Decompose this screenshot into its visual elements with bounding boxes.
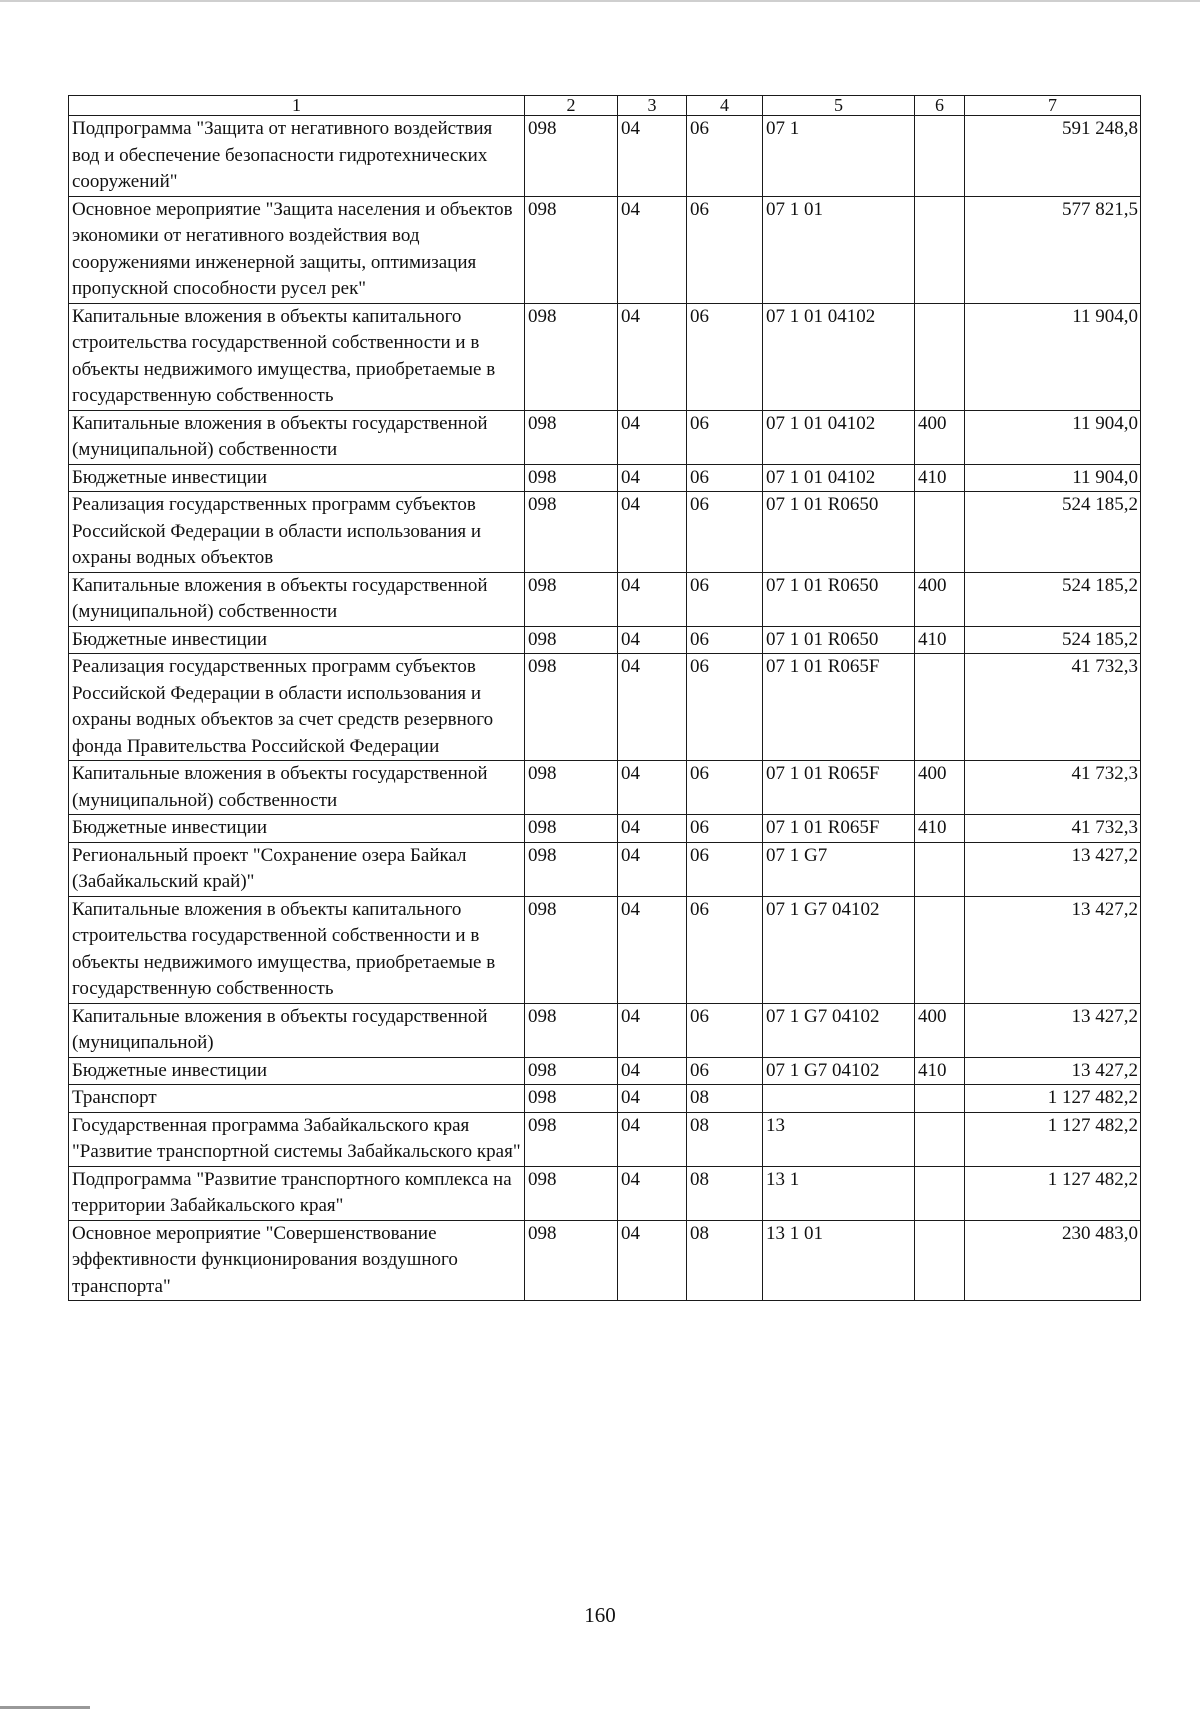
- ministry-code-cell: 098: [525, 1057, 618, 1085]
- ministry-code-cell: 098: [525, 1003, 618, 1057]
- amount-cell: 13 427,2: [965, 842, 1141, 896]
- ministry-code-cell: 098: [525, 1166, 618, 1220]
- target-article-cell: 07 1 01 04102: [763, 303, 915, 410]
- target-article-cell: 07 1 G7 04102: [763, 1003, 915, 1057]
- section-code-cell: 04: [618, 572, 687, 626]
- expense-type-cell: [915, 1166, 965, 1220]
- ministry-code-cell: 098: [525, 464, 618, 492]
- row-name-cell: Подпрограмма "Защита от негативного воздействия вод и обеспечение безопасности гидротехнических сооружений": [69, 116, 525, 197]
- table-row: [69, 815, 1141, 843]
- amount-cell: 524 185,2: [965, 572, 1141, 626]
- subsection-code-cell: 06: [687, 492, 763, 573]
- row-name-cell: Капитальные вложения в объекты государственной (муниципальной) собственности: [69, 572, 525, 626]
- target-article-cell: [763, 1085, 915, 1113]
- section-code-cell: 04: [618, 410, 687, 464]
- expense-type-cell: [915, 842, 965, 896]
- row-name-cell: Основное мероприятие "Совершенствование эффективности функционирования воздушного транспорта": [69, 1220, 525, 1301]
- ministry-code-cell: 098: [525, 654, 618, 761]
- expense-type-cell: [915, 116, 965, 197]
- expense-type-cell: 400: [915, 1003, 965, 1057]
- row-name-cell: Бюджетные инвестиции: [69, 815, 525, 843]
- expense-type-cell: [915, 1112, 965, 1166]
- amount-cell: 1 127 482,2: [965, 1112, 1141, 1166]
- ministry-code-cell: 098: [525, 572, 618, 626]
- target-article-cell: 07 1 01 R0650: [763, 572, 915, 626]
- table-row: [69, 464, 1141, 492]
- section-code-cell: 04: [618, 1085, 687, 1113]
- row-name-cell: Капитальные вложения в объекты государственной (муниципальной) собственности: [69, 410, 525, 464]
- table-row: [69, 896, 1141, 1003]
- row-name-cell: Подпрограмма "Развитие транспортного комплекса на территории Забайкальского края": [69, 1166, 525, 1220]
- amount-cell: 524 185,2: [965, 626, 1141, 654]
- table-row: [69, 196, 1141, 303]
- target-article-cell: 07 1 01: [763, 196, 915, 303]
- table-row: [69, 1166, 1141, 1220]
- row-name-cell: Капитальные вложения в объекты государственной (муниципальной) собственности: [69, 761, 525, 815]
- row-name-cell: Капитальные вложения в объекты государственной (муниципальной): [69, 1003, 525, 1057]
- section-code-cell: 04: [618, 896, 687, 1003]
- expense-type-cell: [915, 654, 965, 761]
- table-row: [69, 654, 1141, 761]
- expense-type-cell: 400: [915, 410, 965, 464]
- expense-type-cell: 400: [915, 572, 965, 626]
- amount-cell: 1 127 482,2: [965, 1085, 1141, 1113]
- ministry-code-cell: 098: [525, 116, 618, 197]
- row-name-cell: Региональный проект "Сохранение озера Байкал (Забайкальский край)": [69, 842, 525, 896]
- target-article-cell: 13: [763, 1112, 915, 1166]
- subsection-code-cell: 06: [687, 815, 763, 843]
- row-name-cell: Бюджетные инвестиции: [69, 1057, 525, 1085]
- target-article-cell: 07 1: [763, 116, 915, 197]
- section-code-cell: 04: [618, 1112, 687, 1166]
- target-article-cell: 07 1 01 04102: [763, 410, 915, 464]
- amount-cell: 13 427,2: [965, 896, 1141, 1003]
- amount-cell: 577 821,5: [965, 196, 1141, 303]
- ministry-code-cell: 098: [525, 896, 618, 1003]
- expense-type-cell: [915, 196, 965, 303]
- target-article-cell: 07 1 01 R065F: [763, 654, 915, 761]
- column-number: 5: [763, 96, 915, 116]
- column-number: 2: [525, 96, 618, 116]
- target-article-cell: 13 1 01: [763, 1220, 915, 1301]
- subsection-code-cell: 08: [687, 1085, 763, 1113]
- expense-type-cell: [915, 1085, 965, 1113]
- expense-type-cell: [915, 896, 965, 1003]
- amount-cell: 41 732,3: [965, 761, 1141, 815]
- column-number: 1: [69, 96, 525, 116]
- expense-type-cell: [915, 492, 965, 573]
- column-number: 7: [965, 96, 1141, 116]
- row-name-cell: Капитальные вложения в объекты капитального строительства государственной собственности и в объекты недвижимого имущества, приобретаемые в государственную собственность: [69, 303, 525, 410]
- target-article-cell: 07 1 01 R0650: [763, 626, 915, 654]
- subsection-code-cell: 06: [687, 654, 763, 761]
- ministry-code-cell: 098: [525, 815, 618, 843]
- section-code-cell: 04: [618, 761, 687, 815]
- row-name-cell: Транспорт: [69, 1085, 525, 1113]
- target-article-cell: 07 1 01 R065F: [763, 815, 915, 843]
- section-code-cell: 04: [618, 116, 687, 197]
- table-row: [69, 1220, 1141, 1301]
- table-row: [69, 303, 1141, 410]
- section-code-cell: 04: [618, 626, 687, 654]
- row-name-cell: Капитальные вложения в объекты капитального строительства государственной собственности и в объекты недвижимого имущества, приобретаемые в государственную собственность: [69, 896, 525, 1003]
- column-number: 3: [618, 96, 687, 116]
- ministry-code-cell: 098: [525, 1112, 618, 1166]
- expense-type-cell: [915, 1220, 965, 1301]
- ministry-code-cell: 098: [525, 303, 618, 410]
- target-article-cell: 07 1 G7 04102: [763, 896, 915, 1003]
- amount-cell: 11 904,0: [965, 464, 1141, 492]
- table-row: [69, 492, 1141, 573]
- section-code-cell: 04: [618, 1166, 687, 1220]
- expense-type-cell: 410: [915, 626, 965, 654]
- ministry-code-cell: 098: [525, 1085, 618, 1113]
- section-code-cell: 04: [618, 1003, 687, 1057]
- section-code-cell: 04: [618, 303, 687, 410]
- section-code-cell: 04: [618, 654, 687, 761]
- row-name-cell: Реализация государственных программ субъектов Российской Федерации в области использования и охраны водных объектов: [69, 492, 525, 573]
- row-name-cell: Реализация государственных программ субъектов Российской Федерации в области использования и охраны водных объектов за счет средств резервного фонда Правительства Российской Федерации: [69, 654, 525, 761]
- subsection-code-cell: 06: [687, 761, 763, 815]
- amount-cell: 41 732,3: [965, 815, 1141, 843]
- expense-type-cell: 410: [915, 464, 965, 492]
- row-name-cell: Бюджетные инвестиции: [69, 626, 525, 654]
- subsection-code-cell: 06: [687, 410, 763, 464]
- subsection-code-cell: 06: [687, 1003, 763, 1057]
- amount-cell: 11 904,0: [965, 303, 1141, 410]
- target-article-cell: 07 1 01 R0650: [763, 492, 915, 573]
- expense-type-cell: [915, 303, 965, 410]
- section-code-cell: 04: [618, 842, 687, 896]
- table-row: [69, 761, 1141, 815]
- table-row: [69, 842, 1141, 896]
- target-article-cell: 07 1 01 R065F: [763, 761, 915, 815]
- subsection-code-cell: 06: [687, 196, 763, 303]
- ministry-code-cell: 098: [525, 196, 618, 303]
- table-row: [69, 1003, 1141, 1057]
- subsection-code-cell: 06: [687, 626, 763, 654]
- table-row: [69, 1057, 1141, 1085]
- subsection-code-cell: 06: [687, 303, 763, 410]
- amount-cell: 13 427,2: [965, 1003, 1141, 1057]
- target-article-cell: 07 1 G7: [763, 842, 915, 896]
- amount-cell: 1 127 482,2: [965, 1166, 1141, 1220]
- amount-cell: 591 248,8: [965, 116, 1141, 197]
- amount-cell: 230 483,0: [965, 1220, 1141, 1301]
- column-number-row: [69, 96, 1141, 116]
- section-code-cell: 04: [618, 464, 687, 492]
- subsection-code-cell: 06: [687, 896, 763, 1003]
- column-number: 4: [687, 96, 763, 116]
- subsection-code-cell: 06: [687, 1057, 763, 1085]
- section-code-cell: 04: [618, 1057, 687, 1085]
- subsection-code-cell: 06: [687, 116, 763, 197]
- scan-edge-top: [0, 0, 1200, 2]
- ministry-code-cell: 098: [525, 1220, 618, 1301]
- subsection-code-cell: 06: [687, 572, 763, 626]
- ministry-code-cell: 098: [525, 492, 618, 573]
- expense-type-cell: 410: [915, 815, 965, 843]
- table-body: [69, 96, 1141, 1301]
- amount-cell: 11 904,0: [965, 410, 1141, 464]
- table-row: [69, 626, 1141, 654]
- subsection-code-cell: 06: [687, 464, 763, 492]
- section-code-cell: 04: [618, 492, 687, 573]
- subsection-code-cell: 06: [687, 842, 763, 896]
- column-number: 6: [915, 96, 965, 116]
- table-row: [69, 1085, 1141, 1113]
- row-name-cell: Основное мероприятие "Защита населения и объектов экономики от негативного воздействия вод сооружениями инженерной защиты, оптимизация пропускной способности русел рек": [69, 196, 525, 303]
- section-code-cell: 04: [618, 196, 687, 303]
- row-name-cell: Бюджетные инвестиции: [69, 464, 525, 492]
- amount-cell: 41 732,3: [965, 654, 1141, 761]
- budget-table: [68, 95, 1141, 1301]
- table-row: [69, 410, 1141, 464]
- amount-cell: 13 427,2: [965, 1057, 1141, 1085]
- expense-type-cell: 410: [915, 1057, 965, 1085]
- row-name-cell: Государственная программа Забайкальского края "Развитие транспортной системы Забайкальского края": [69, 1112, 525, 1166]
- ministry-code-cell: 098: [525, 410, 618, 464]
- ministry-code-cell: 098: [525, 842, 618, 896]
- subsection-code-cell: 08: [687, 1112, 763, 1166]
- table-row: [69, 572, 1141, 626]
- ministry-code-cell: 098: [525, 761, 618, 815]
- section-code-cell: 04: [618, 1220, 687, 1301]
- section-code-cell: 04: [618, 815, 687, 843]
- expense-type-cell: 400: [915, 761, 965, 815]
- table-row: [69, 116, 1141, 197]
- page-number: 160: [584, 1603, 616, 1627]
- target-article-cell: 07 1 G7 04102: [763, 1057, 915, 1085]
- ministry-code-cell: 098: [525, 626, 618, 654]
- target-article-cell: 13 1: [763, 1166, 915, 1220]
- table-row: [69, 1112, 1141, 1166]
- target-article-cell: 07 1 01 04102: [763, 464, 915, 492]
- amount-cell: 524 185,2: [965, 492, 1141, 573]
- subsection-code-cell: 08: [687, 1166, 763, 1220]
- subsection-code-cell: 08: [687, 1220, 763, 1301]
